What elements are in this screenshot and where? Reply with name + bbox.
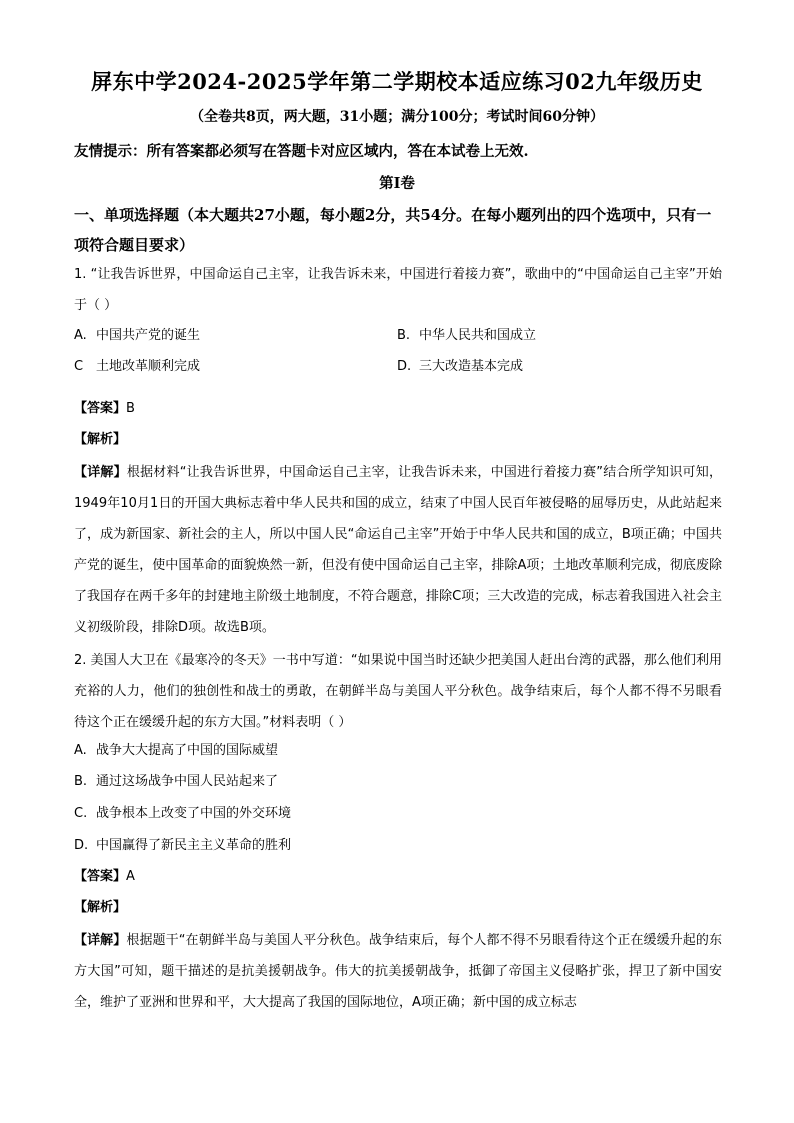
option-key: C.: [74, 806, 88, 821]
answer-value: A: [126, 869, 135, 884]
option-text: 中国共产党的诞生: [96, 328, 201, 343]
option-text: 战争根本上改变了中国的外交环境: [96, 806, 292, 821]
q1-option-b: [397, 326, 536, 346]
answer-value: B: [126, 401, 135, 416]
analysis-label: 【解析】: [74, 900, 127, 915]
friendly-tip: 友情提示：所有答案都必须写在答题卡对应区域内，答在本试卷上无效.: [74, 143, 529, 160]
volume-heading: 第Ⅰ卷: [379, 175, 415, 192]
answer-label: 【答案】: [74, 869, 127, 884]
q2-option-b: [74, 772, 278, 792]
option-text: 中国赢得了新民主主义革命的胜利: [96, 838, 292, 853]
option-text: 战争大大提高了中国的国际威望: [96, 743, 279, 758]
q2-option-a: [74, 741, 278, 761]
q1-option-a: [74, 326, 200, 346]
option-key: B.: [397, 328, 411, 343]
option-text: 三大改造基本完成: [419, 359, 524, 374]
q1-option-c: [74, 357, 200, 377]
option-key: D.: [397, 359, 412, 374]
option-text: 土地改革顺利完成: [96, 359, 201, 374]
option-key: D.: [74, 838, 89, 853]
exam-info: （全卷共8页，两大题，31小题；满分100分；考试时间60分钟）: [190, 109, 604, 125]
option-key: A.: [74, 743, 87, 758]
detail-label: 【详解】: [74, 465, 127, 480]
option-key: A.: [74, 328, 87, 343]
answer-label: 【答案】: [74, 401, 127, 416]
page-title: 屏东中学2024-2025学年第二学期校本适应练习02九年级历史: [91, 69, 703, 94]
q2-option-d: [74, 836, 291, 856]
option-key: C: [74, 359, 84, 374]
analysis-label: 【解析】: [74, 432, 127, 447]
q1-option-d: [397, 357, 523, 377]
q2-answer: [74, 867, 135, 887]
detail-text: 根据材料“让我告诉世界，中国命运自己主宰，让我告诉未来，中国进行着接力赛”结合所学知识可知，1949年10月1日的开国大典标志着中华人民共和国的成立，结束了中国人民百年被侵略的屈辱历史，从此站起来了，成为新国家、新社会的主人，所以中国人民“命运自己主宰”开始于中华人民共和国的成立，B项正确；中国共产党的诞生，使中国革命的面貌焕然一新，但没有使中国命运自己主宰，排除A项；土地改革顺利完成，彻底废除了我国存在两千多年的封建地主阶级土地制度，不符合题意，排除C项；三大改造的完成，标志着我国进入社会主义初级阶段，排除D项。故选B项。: [74, 465, 722, 635]
q1-answer: [74, 399, 135, 419]
detail-text: 根据题干“在朝鲜半岛与美国人平分秋色。战争结束后，每个人都不得不另眼看待这个正在缓缓升起的东方大国”可知，题干描述的是抗美援朝战争。伟大的抗美援朝战争，抵御了帝国主义侵略扩张，捍卫了新中国安全，维护了亚洲和世界和平，大大提高了我国的国际地位，A项正确；新中国的成立标志: [74, 933, 722, 1010]
section-heading: 一、单项选择题（本大题共27小题，每小题2分，共54分。在每小题列出的四个选项中，只有一项符合题目要求）: [74, 206, 712, 254]
option-text: 通过这场战争中国人民站起来了: [96, 774, 279, 789]
option-key: B.: [74, 774, 88, 789]
q2-analysis-label: [74, 898, 126, 918]
question-2-stem: 2. 美国人大卫在《最寒冷的冬天》一书中写道：“如果说中国当时还缺少把美国人赶出台湾的武器，那么他们利用充裕的人力，他们的独创性和战士的勇敢，在朝鲜半岛与美国人平分秋色。战争结束后，每个人都不得不另眼看待这个正在缓缓升起的东方大国。”材料表明（ ）: [74, 653, 722, 730]
q1-analysis-label: [74, 430, 126, 450]
q1-detail: [74, 457, 722, 643]
q2-detail: [74, 925, 722, 1018]
option-text: 中华人民共和国成立: [419, 328, 537, 343]
q2-option-c: [74, 804, 291, 824]
question-1-stem: 1. “让我告诉世界，中国命运自己主宰，让我告诉未来，中国进行着接力赛”，歌曲中的“中国命运自己主宰”开始于（ ）: [74, 267, 722, 313]
detail-label: 【详解】: [74, 933, 127, 948]
